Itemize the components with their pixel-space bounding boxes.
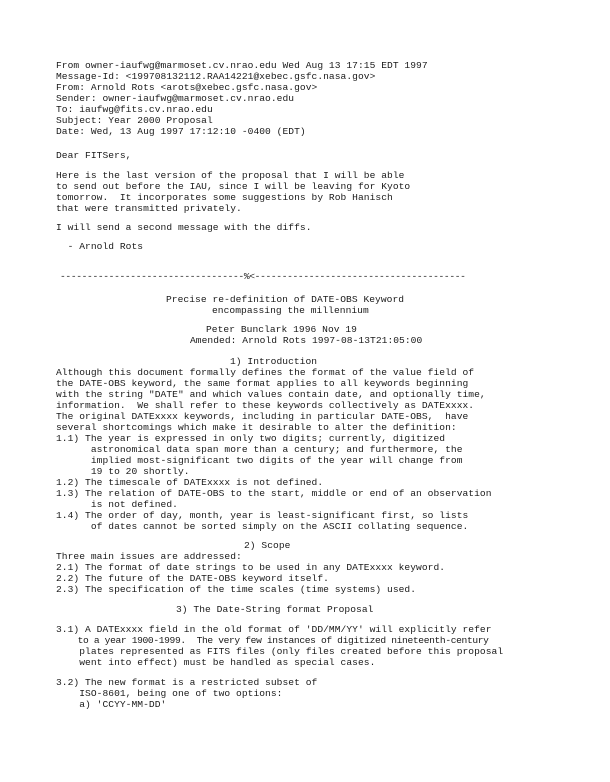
- intro-line: several shortcomings which make it desirable to alter the definition:: [56, 422, 457, 433]
- format-item-3-1-cont: plates represented as FITS files (only files created before this proposal: [56, 646, 504, 657]
- scope-item-2-2: 2.2) The future of the DATE-OBS keyword itself.: [56, 573, 329, 584]
- intro-line: The original DATExxxx keywords, including in particular DATE-OBS, have: [56, 411, 469, 422]
- intro-item-1-1-cont: astronomical data span more than a century; and furthermore, the: [56, 444, 463, 455]
- format-item-3-2-cont: ISO-8601, being one of two options:: [56, 688, 283, 699]
- body-para1-line: Here is the last version of the proposal that I will be able: [56, 170, 405, 181]
- format-item-3-1: 3.1) A DATExxxx field in the old format of 'DD/MM/YY' will explicitly refer: [56, 624, 492, 635]
- format-item-3-1-cont: to a year 1900-1999. The very few instances of digitized nineteenth-century: [56, 635, 489, 646]
- intro-item-1-3-cont: is not defined.: [56, 499, 178, 510]
- greeting: Dear FITSers,: [56, 150, 132, 161]
- intro-item-1-2: 1.2) The timescale of DATExxxx is not defined.: [56, 477, 324, 488]
- format-item-3-2-option-a: a) 'CCYY-MM-DD': [56, 699, 167, 710]
- format-item-3-1-cont: went into effect) must be handled as special cases.: [56, 657, 376, 668]
- proposal-amended: Amended: Arnold Rots 1997-08-13T21:05:00: [190, 335, 423, 346]
- format-heading: 3) The Date-String format Proposal: [176, 604, 374, 615]
- intro-line: Although this document formally defines the format of the value field of: [56, 367, 475, 378]
- intro-item-1-1-cont: implied most-significant two digits of the year will change from: [56, 455, 463, 466]
- header-message-id: Message-Id: <199708132112.RAA14221@xebec.gsfc.nasa.gov>: [56, 71, 376, 82]
- intro-line: information. We shall refer to these keywords collectively as DATExxxx.: [56, 400, 475, 411]
- header-from: From: Arnold Rots <arots@xebec.gsfc.nasa.gov>: [56, 82, 318, 93]
- body-para1-line: that were transmitted privately.: [56, 203, 242, 214]
- body-para1-line: to send out before the IAU, since I will be leaving for Kyoto: [56, 181, 411, 192]
- scope-item-2-3: 2.3) The specification of the time scales (time systems) used.: [56, 584, 417, 595]
- intro-item-1-3: 1.3) The relation of DATE-OBS to the start, middle or end of an observation: [56, 488, 492, 499]
- cut-line: ----------------------------------%<---------------------------------------: [60, 271, 466, 282]
- proposal-title: Precise re-definition of DATE-OBS Keyword: [166, 294, 405, 305]
- scope-line: Three main issues are addressed:: [56, 551, 242, 562]
- body-para1-line: tomorrow. It incorporates some suggestions by Rob Hanisch: [56, 192, 393, 203]
- intro-item-1-1-cont: 19 to 20 shortly.: [56, 466, 190, 477]
- scope-item-2-1: 2.1) The format of date strings to be used in any DATExxxx keyword.: [56, 562, 446, 573]
- intro-line: with the string "DATE" and which values contain date, and optionally time,: [56, 389, 486, 400]
- header-sender: Sender: owner-iaufwg@marmoset.cv.nrao.edu: [56, 93, 295, 104]
- intro-item-1-1: 1.1) The year is expressed in only two digits; currently, digitized: [56, 433, 446, 444]
- intro-heading: 1) Introduction: [230, 356, 318, 367]
- intro-item-1-4: 1.4) The order of day, month, year is least-significant first, so lists: [56, 510, 469, 521]
- header-from-line: From owner-iaufwg@marmoset.cv.nrao.edu Wed Aug 13 17:15 EDT 1997: [56, 60, 428, 71]
- intro-item-1-4-cont: of dates cannot be sorted simply on the ASCII collating sequence.: [56, 521, 469, 532]
- proposal-author: Peter Bunclark 1996 Nov 19: [206, 324, 357, 335]
- header-subject: Subject: Year 2000 Proposal: [56, 115, 213, 126]
- format-item-3-2: 3.2) The new format is a restricted subset of: [56, 677, 318, 688]
- header-to: To: iaufwg@fits.cv.nrao.edu: [56, 104, 213, 115]
- signature: - Arnold Rots: [56, 241, 144, 252]
- intro-line: the DATE-OBS keyword, the same format applies to all keywords beginning: [56, 378, 469, 389]
- body-para2: I will send a second message with the diffs.: [56, 222, 312, 233]
- proposal-subtitle: encompassing the millennium: [212, 305, 369, 316]
- header-date: Date: Wed, 13 Aug 1997 17:12:10 -0400 (EDT): [56, 126, 306, 137]
- scope-heading: 2) Scope: [244, 540, 291, 551]
